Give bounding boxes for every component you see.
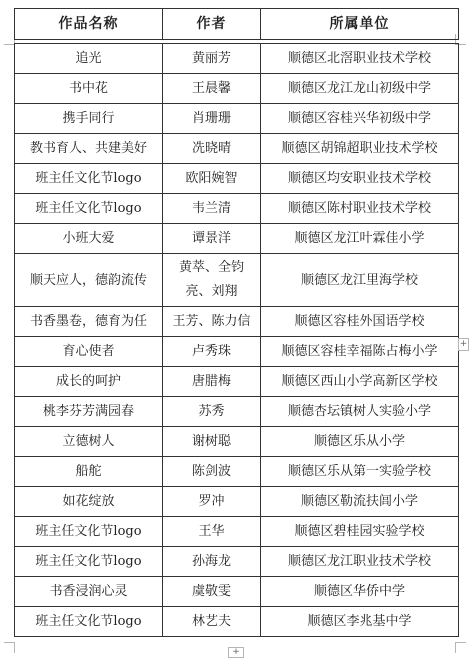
cell-author: 王芳、陈力信: [163, 307, 261, 337]
cell-author: 欧阳婉智: [163, 164, 261, 194]
header-unit: 所属单位: [261, 9, 459, 40]
cell-work-title: 顺天应人，德韵流传: [15, 254, 163, 307]
award-table: [14, 8, 459, 637]
table-row: [15, 487, 459, 517]
cell-author: 陈剑波: [163, 457, 261, 487]
cell-work-title: 追光: [15, 44, 163, 74]
cell-work-title: 立德树人: [15, 427, 163, 457]
cell-work-title: 教书育人、共建美好: [15, 134, 163, 164]
cell-work-title: 书香墨卷，德育为任: [15, 307, 163, 337]
plus-icon[interactable]: +: [228, 647, 244, 658]
table-row: [15, 577, 459, 607]
table-row: [15, 104, 459, 134]
table-row: [15, 427, 459, 457]
table-row: [15, 547, 459, 577]
cell-unit: 顺德区均安职业技术学校: [261, 164, 459, 194]
cell-unit: 顺德区容桂外国语学校: [261, 307, 459, 337]
cell-unit: 顺德区容桂兴华初级中学: [261, 104, 459, 134]
header-author: 作者: [163, 9, 261, 40]
cell-work-title: 桃李芬芳满园春: [15, 397, 163, 427]
table-row: [15, 307, 459, 337]
cell-author: 黄萃、全钧亮、刘翔: [163, 254, 261, 307]
cell-work-title: 班主任文化节logo: [15, 517, 163, 547]
cell-work-title: 班主任文化节logo: [15, 164, 163, 194]
table-row: [15, 194, 459, 224]
cell-work-title: 班主任文化节logo: [15, 547, 163, 577]
cell-work-title: 小班大爱: [15, 224, 163, 254]
cell-author: 王华: [163, 517, 261, 547]
table-row: [15, 134, 459, 164]
margin-corner-bottom-left: [4, 642, 15, 653]
table-row: [15, 254, 459, 307]
table-row: [15, 164, 459, 194]
cell-unit: 顺德区西山小学高新区学校: [261, 367, 459, 397]
cell-unit: 顺德区龙江叶霖佳小学: [261, 224, 459, 254]
table-row: [15, 517, 459, 547]
cell-unit: 顺德区勒流扶闾小学: [261, 487, 459, 517]
margin-corner-bottom-right: [455, 642, 466, 653]
cell-author: 韦兰清: [163, 194, 261, 224]
cell-author: 谢树聪: [163, 427, 261, 457]
cell-unit: 顺德区乐从小学: [261, 427, 459, 457]
cell-author: 王晨馨: [163, 74, 261, 104]
cell-author: 孙海龙: [163, 547, 261, 577]
cell-author: 谭景洋: [163, 224, 261, 254]
table-body: [15, 40, 459, 637]
cell-unit: 顺德区龙江职业技术学校: [261, 547, 459, 577]
cell-unit: 顺德区胡锦超职业技术学校: [261, 134, 459, 164]
cell-unit: 顺德杏坛镇树人实验小学: [261, 397, 459, 427]
cell-author: 卢秀珠: [163, 337, 261, 367]
cell-author: 肖珊珊: [163, 104, 261, 134]
cell-unit: 顺德区陈村职业技术学校: [261, 194, 459, 224]
header-work-title: 作品名称: [15, 9, 163, 40]
cell-author: 林艺夫: [163, 607, 261, 637]
plus-icon[interactable]: +: [459, 339, 468, 349]
cell-author: 冼晓晴: [163, 134, 261, 164]
cell-unit: 顺德区李兆基中学: [261, 607, 459, 637]
cell-work-title: 育心使者: [15, 337, 163, 367]
cell-author: 黄丽芳: [163, 44, 261, 74]
cell-work-title: 成长的呵护: [15, 367, 163, 397]
cell-unit: 顺德区乐从第一实验学校: [261, 457, 459, 487]
cell-unit: 顺德区北滘职业技术学校: [261, 44, 459, 74]
cell-unit: 顺德区碧桂园实验学校: [261, 517, 459, 547]
cell-unit: 顺德区龙江龙山初级中学: [261, 74, 459, 104]
cell-author: 虞敬雯: [163, 577, 261, 607]
cell-work-title: 班主任文化节logo: [15, 194, 163, 224]
cell-author: 唐腊梅: [163, 367, 261, 397]
table-row: [15, 44, 459, 74]
cell-work-title: 书中花: [15, 74, 163, 104]
cell-unit: 顺德区华侨中学: [261, 577, 459, 607]
cell-author: 罗冲: [163, 487, 261, 517]
table-row: [15, 74, 459, 104]
table-row: [15, 457, 459, 487]
table-header-row: [15, 9, 459, 40]
table-row: [15, 367, 459, 397]
table-row: [15, 397, 459, 427]
cell-author: 苏秀: [163, 397, 261, 427]
cell-work-title: 书香浸润心灵: [15, 577, 163, 607]
cell-unit: 顺德区龙江里海学校: [261, 254, 459, 307]
cell-work-title: 班主任文化节logo: [15, 607, 163, 637]
table-row: [15, 607, 459, 637]
cell-unit: 顺德区容桂幸福陈占梅小学: [261, 337, 459, 367]
cell-work-title: 如花绽放: [15, 487, 163, 517]
cell-work-title: 携手同行: [15, 104, 163, 134]
table-row: [15, 337, 459, 367]
table-row: [15, 224, 459, 254]
cell-work-title: 船舵: [15, 457, 163, 487]
